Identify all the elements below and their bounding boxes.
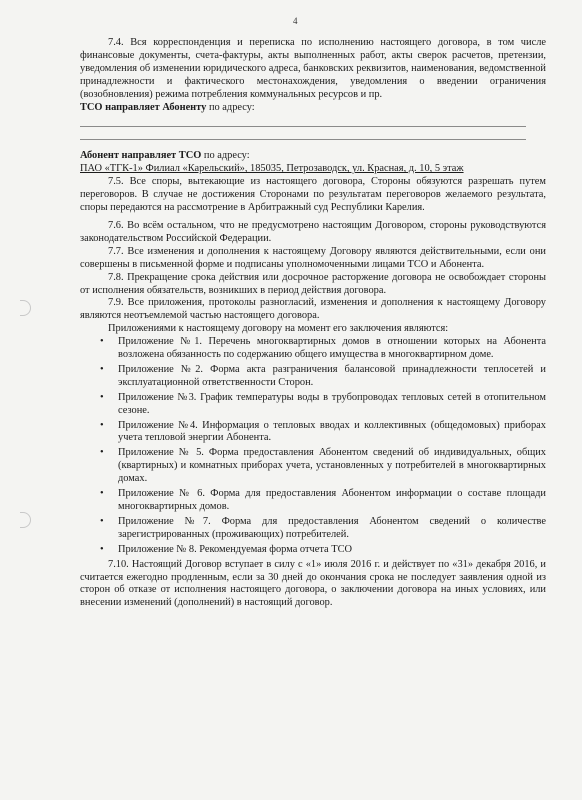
- bullet-icon: •: [100, 543, 104, 555]
- attachment-item: • Приложение №7. Форма для предоставления Абонентом сведений о количестве зарегистрированных (проживающих) потребителей.: [100, 515, 546, 540]
- attachment-item: • Приложение № 5. Форма предоставления Абонентом сведений об индивидуальных, общих (квартирных) и комнатных приборах учета, установленных у потребителей в многоквартирных домах.: [100, 447, 546, 485]
- document-body: [80, 37, 546, 610]
- clause-7-9: 7.9. Все приложения, протоколы разногласий, изменения и дополнения к настоящему Договору являются неотъемлемой частью настоящего договора.: [80, 297, 546, 322]
- punch-hole-mark: [20, 300, 31, 316]
- header-mark: 4: [293, 16, 298, 26]
- bullet-icon: •: [100, 488, 104, 500]
- clause-7-5: 7.5. Все споры, вытекающие из настоящего договора, Стороны обязуются разрешать путем переговоров. В случае не достижения Сторонами по результатам переговоров желаемого результата, споры передаются на рассмотрение в Арбитражный суд Республики Карелия.: [80, 176, 546, 214]
- clause-7-8: 7.8. Прекращение срока действия или досрочное расторжение договора не освобождает стороны от исполнения обязательств, возникших в период действия договора.: [80, 271, 546, 296]
- blank-address-line: [80, 127, 526, 140]
- bullet-icon: •: [100, 419, 104, 431]
- attachment-item: • Приложение №4. Информация о тепловых вводах и коллективных (общедомовых) приборах учета тепловой энергии Абонента.: [100, 419, 546, 444]
- attachment-item: • Приложение № 8. Рекомендуемая форма отчета ТСО: [100, 543, 353, 555]
- bullet-icon: •: [100, 363, 104, 375]
- tso-label-rest: по адресу:: [206, 101, 255, 113]
- attachment-item: • Приложение №1. Перечень многоквартирных домов в отношении которых на Абонента возложена обязанность по содержанию общего имущества в многоквартирном доме.: [100, 336, 546, 361]
- clause-7-10: 7.10. Настоящий Договор вступает в силу с «1» июля 2016 г. и действует по «31» декабря 2016, и считается ежегодно продленным, если за 30 дней до окончания срока не последует заявления одной из сторон об отказе от исполнения настоящего договора, о заключении договора на иных условиях, или внесении изменений (дополнений) в настоящий договор.: [80, 558, 546, 609]
- abonent-address: ПАО «ТГК-1» Филиал «Карельский», 185035, Петрозаводск, ул. Красная, д. 10, 5 этаж: [80, 163, 464, 175]
- blank-address-line: [80, 114, 526, 127]
- attachment-item: • Приложение №3. График температуры воды в трубопроводах тепловых сетей в отопительном сезоне.: [100, 391, 546, 416]
- attachment-item: • Приложение № 6. Форма для предоставления Абонентом информации о составе площади многоквартирных домов.: [100, 488, 546, 512]
- attachment-item: • Приложение №2. Форма акта разграничения балансовой принадлежности теплосетей и эксплуатационной ответственности Сторон.: [100, 363, 546, 388]
- attachments-intro: Приложениями к настоящему договору на момент его заключения являются:: [108, 323, 449, 335]
- clause-7-7: 7.7. Все изменения и дополнения к настоящему Договору являются действительными, если они совершены в письменной форме и подписаны уполномоченными лицами ТСО и Абонента.: [80, 245, 546, 270]
- clause-7-4: 7.4. Вся корреспонденция и переписка по исполнению настоящего договора, в том числе финансовые документы, счета-фактуры, акты выполненных работ, акты сверок расчетов, претензии, уведомления об изменении юридического адреса, банковских реквизитов, наименования, ведомственной принадлежности и фактического местонахождения, уведомления о введении ограничения (возобновления) режима потребления коммунальных ресурсов и пр.: [80, 37, 546, 100]
- bullet-icon: •: [100, 447, 104, 459]
- clause-7-6: 7.6. Во всём остальном, что не предусмотрено настоящим Договором, стороны руководствуются законодательством Российской Федерации.: [80, 219, 546, 244]
- tso-label-bold: ТСО направляет Абоненту: [80, 101, 207, 113]
- bullet-icon: •: [100, 391, 104, 403]
- punch-hole-mark: [20, 512, 31, 528]
- attachments-list: [80, 336, 546, 557]
- tso-address-label: [80, 102, 546, 115]
- bullet-icon: •: [100, 515, 104, 527]
- abonent-address-label: [80, 150, 546, 163]
- abonent-label-rest: по адресу:: [201, 150, 250, 162]
- abonent-label-bold: Абонент направляет ТСО: [80, 150, 202, 162]
- bullet-icon: •: [100, 336, 104, 348]
